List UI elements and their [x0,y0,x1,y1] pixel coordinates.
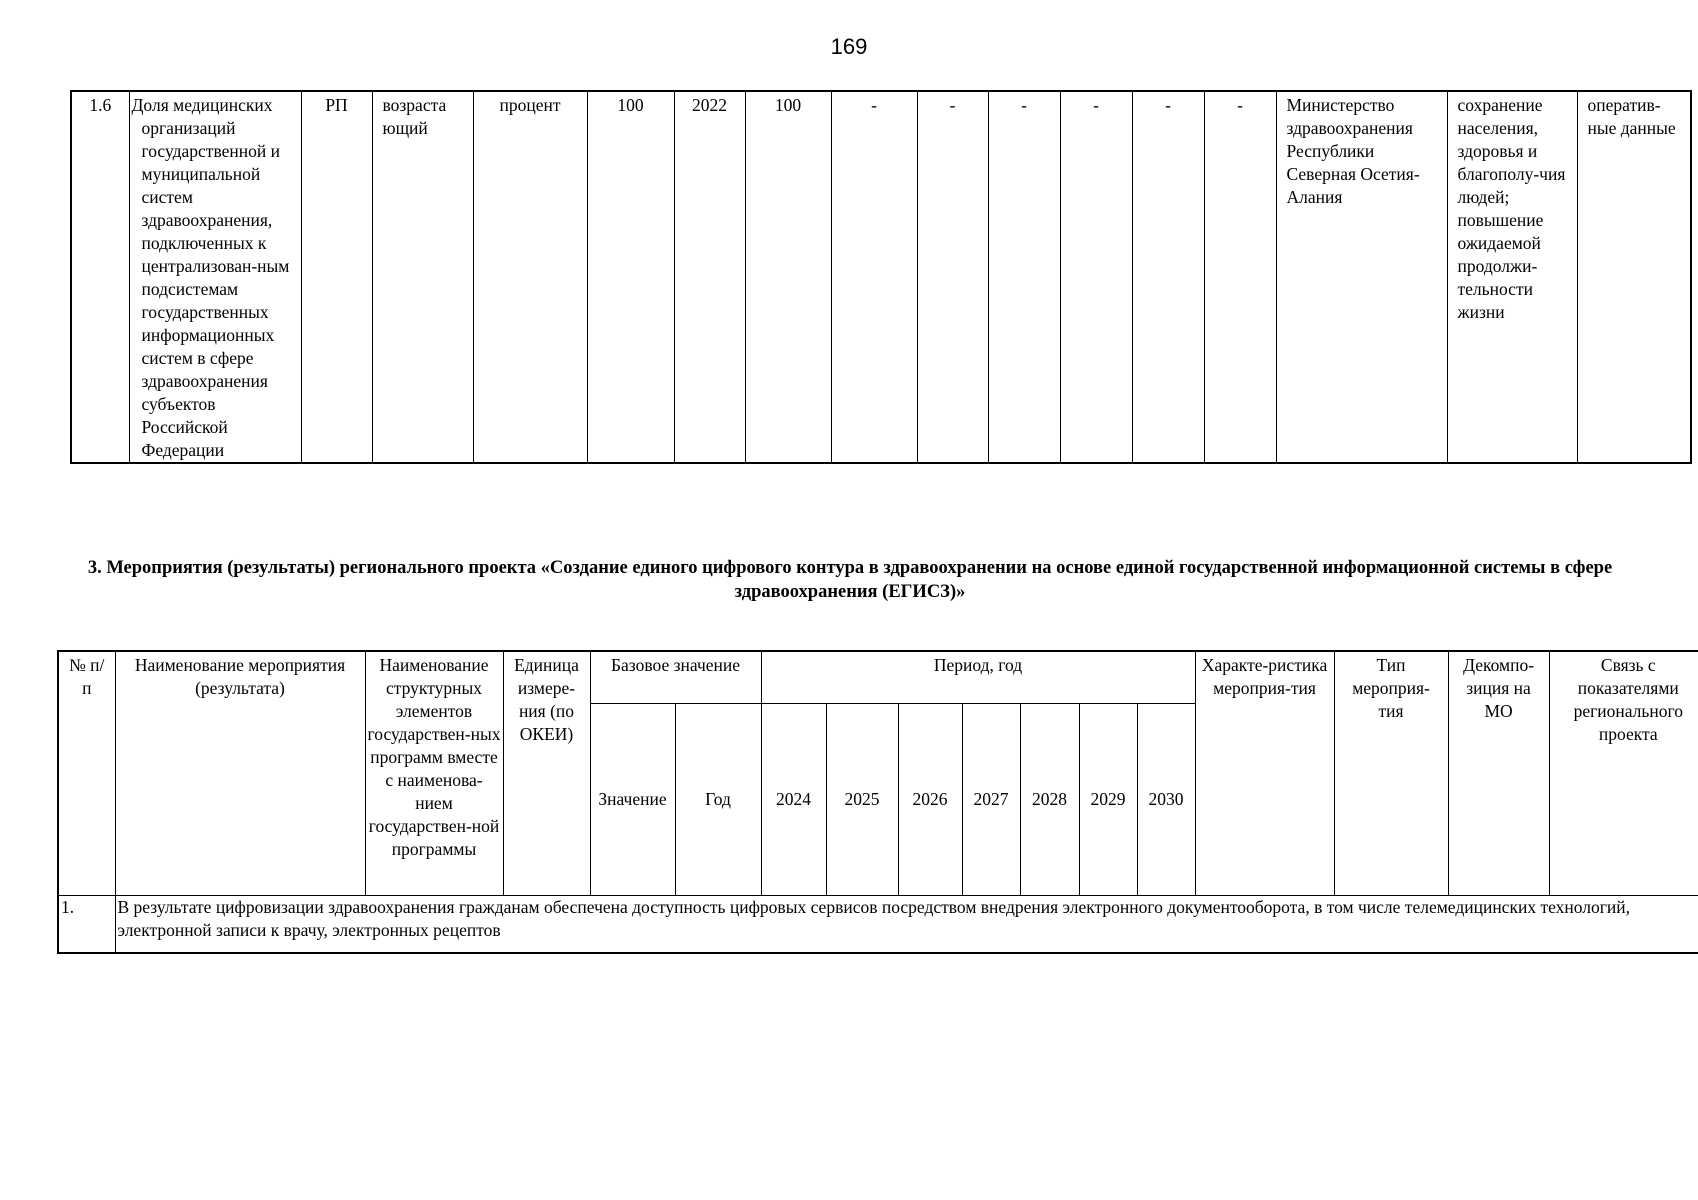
section-title: 3. Мероприятия (результаты) регионального проекта «Создание единого цифрового контура в здравоохранении на основе единой государственной информационной системы в сфере здравоохранения (ЕГИСЗ)» [87,558,1613,602]
header-year-2026: 2026 [898,703,962,895]
indicator-table [70,90,1692,464]
goal-link: сохранение населения, здоровья и благополу-чия людей; повышение ожидаемой продолжи-тельности жизни [1447,91,1577,463]
value-2028: - [1060,91,1132,463]
header-characteristic: Характе-ристика мероприя-тия [1195,651,1334,895]
value-2026: - [917,91,988,463]
indicator-name-rest: организаций государственной и муниципальной систем здравоохранения, подключенных к централизован-ным подсистемам государственных информационных систем в сфере здравоохранения субъектов Российской Федерации [141,118,290,460]
indicator-direction: возраста ющий [372,91,473,463]
header-period: Период, год [761,651,1195,703]
base-value: 100 [587,91,674,463]
value-2029: - [1132,91,1204,463]
header-structural-elements: Наименование структурных элементов государствен-ных программ вместе с наименова-нием государствен-ной программы [365,651,503,895]
event-row-number: 1. [58,895,115,953]
header-indicators-link: Связь с показателями регионального проекта [1549,651,1698,895]
header-base-value-year: Год [675,703,761,895]
page-number: 169 [830,34,868,59]
indicator-name-first-line: Доля медицинских [131,95,273,115]
value-2027: - [988,91,1060,463]
table-row [71,91,1691,463]
row-number: 1.6 [71,91,129,463]
events-table [57,650,1698,954]
header-num: № п/п [58,651,115,895]
base-year: 2022 [674,91,745,463]
event-row-text: В результате цифровизации здравоохранения гражданам обеспечена доступность цифровых сервисов посредством внедрения электронного документооборота, в том числе телемедицинских технологий, электронной записи к врачу, электронных рецептов [115,895,1698,953]
responsible-body: Министерство здравоохранения Республики Северная Осетия-Алания [1276,91,1447,463]
header-row [58,651,1698,703]
table-row [58,895,1698,953]
header-year-2027: 2027 [962,703,1020,895]
header-year-2029: 2029 [1079,703,1137,895]
header-year-2030: 2030 [1137,703,1195,895]
header-unit: Единица измере-ния (по ОКЕИ) [503,651,590,895]
indicator-unit: процент [473,91,587,463]
header-base-value: Базовое значение [590,651,761,703]
indicator-level: РП [301,91,372,463]
header-decomposition: Декомпо-зиция на МО [1448,651,1549,895]
header-year-2024: 2024 [761,703,826,895]
value-2024: 100 [745,91,831,463]
indicator-name [129,91,301,463]
header-year-2025: 2025 [826,703,898,895]
info-source: оператив-ные данные [1577,91,1691,463]
value-2025: - [831,91,917,463]
value-2030: - [1204,91,1276,463]
header-event-type: Тип мероприя-тия [1334,651,1448,895]
header-year-2028: 2028 [1020,703,1079,895]
header-base-value-value: Значение [590,703,675,895]
header-event-name: Наименование мероприятия (результата) [115,651,365,895]
